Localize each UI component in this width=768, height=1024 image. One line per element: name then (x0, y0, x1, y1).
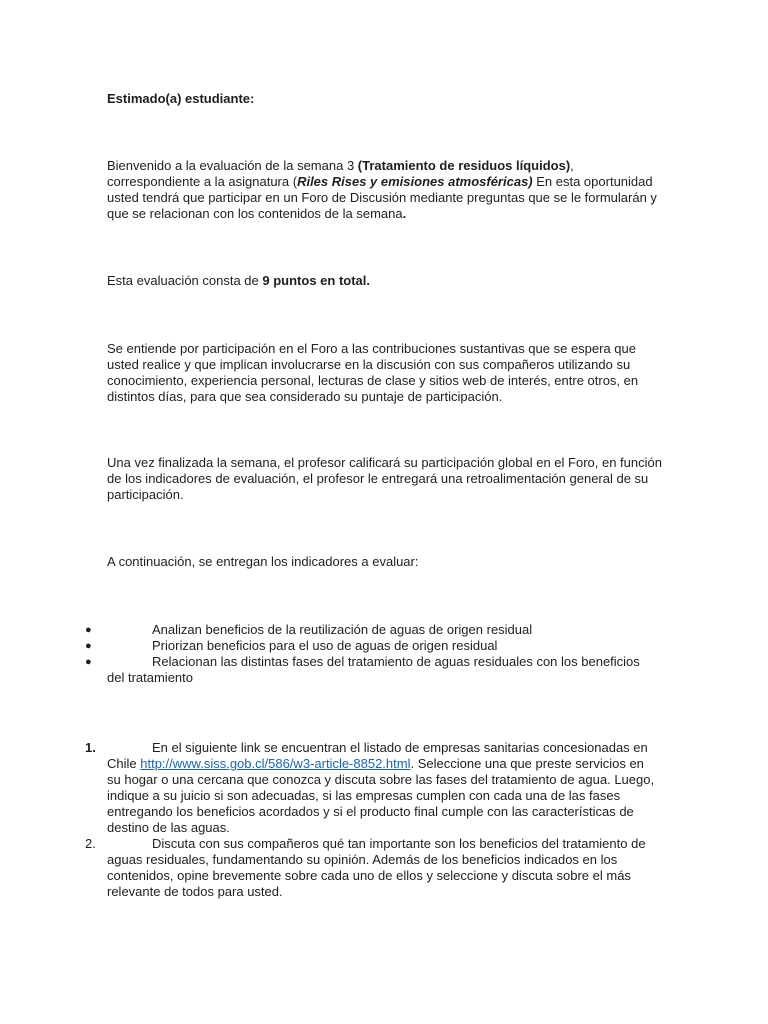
bullet-icon: ● (85, 640, 92, 652)
points-total: 9 puntos en total. (262, 273, 371, 288)
intro-week-topic: (Tratamiento de residuos líquidos) (357, 158, 571, 173)
task-text-2: . Seleccione una que preste servicios en su hogar o una cercana que conozca y discuta sobre las fases del tratamiento de agua. Luego, indique a su juicio si son adecuadas, si las empresas cumplen con cada una de las fases entregando los beneficios acordados y si el producto final cumple con las características de destino de las aguas. (107, 756, 655, 835)
indicator-text: Relacionan las distintas fases del tratamiento de aguas residuales con los beneficios del tratamiento (107, 654, 640, 685)
salutation: Estimado(a) estudiante: (107, 91, 255, 106)
indicators-list (0, 622, 700, 686)
intro-text-1: Bienvenido a la evaluación de la semana 3 (107, 158, 358, 173)
intro-text-2: , correspondiente a la asignatura ( (107, 158, 574, 189)
tasks-list (0, 740, 700, 900)
list-item (0, 654, 647, 686)
indicators-intro: A continuación, se entregan los indicadores a evaluar: (107, 554, 419, 569)
intro-text-3: En esta oportunidad usted tendrá que participar en un Foro de Discusión mediante preguntas que se le formularán y que se relacionan con los contenidos de la semana (107, 174, 657, 221)
task-number: 2. (85, 836, 96, 851)
bullet-icon: ● (85, 624, 92, 636)
intro-course-name: Riles Rises y emisiones atmosféricas) (297, 174, 533, 189)
list-item (0, 638, 647, 654)
final-note-paragraph: Una vez finalizada la semana, el profesor calificará su participación global en el Foro, en función de los indicadores de evaluación, el profesor le entregará una retroalimentación general de su participación. (107, 455, 662, 502)
task-text-1: Discuta con sus compañeros qué tan importante son los beneficios del tratamiento de aguas residuales, fundamentando su opinión. Además de los beneficios indicados en los contenidos, opine brevemente sobre cada uno de ellos y seleccione y discuta sobre el más relevante de todos para usted. (107, 836, 646, 899)
points-text: Esta evaluación consta de (107, 273, 263, 288)
points-paragraph (107, 273, 667, 289)
task-item (0, 836, 659, 900)
task-item (0, 740, 659, 836)
participation-paragraph: Se entiende por participación en el Foro a las contribuciones sustantivas que se espera que usted realice y que implican involucrarse en la discusión con sus compañeros utilizando su conocimiento, experiencia personal, lecturas de clase y sitios web de interés, entre otros, en distintos días, para que sea considerado su puntaje de participación. (107, 341, 639, 404)
bullet-icon: ● (85, 656, 92, 668)
intro-paragraph (107, 158, 667, 222)
task-text-1: En el siguiente link se encuentran el listado de empresas sanitarias concesionadas en Chile (107, 740, 648, 771)
intro-period: . (402, 206, 407, 221)
list-item (0, 622, 647, 638)
siss-link[interactable]: http://www.siss.gob.cl/586/w3-article-8852.html (140, 756, 411, 771)
task-number: 1. (85, 740, 96, 755)
indicator-text: Analizan beneficios de la reutilización de aguas de origen residual (152, 622, 533, 637)
indicator-text: Priorizan beneficios para el uso de aguas de origen residual (152, 638, 498, 653)
